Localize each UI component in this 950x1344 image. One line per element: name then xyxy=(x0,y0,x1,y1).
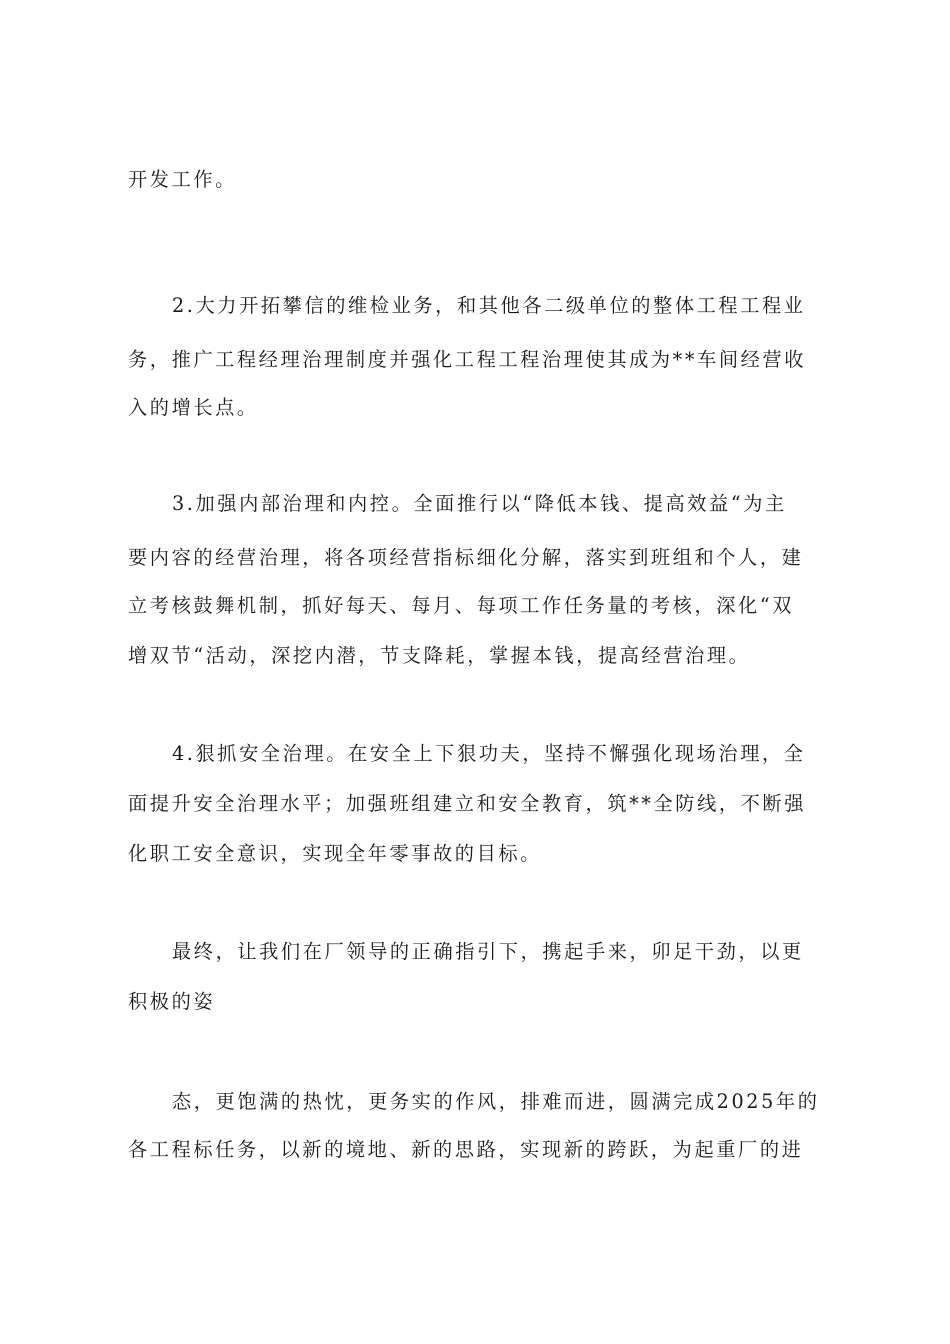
text-line: 2.大力开拓攀信的维检业务，和其他各二级单位的整体工程工程业 xyxy=(172,294,806,317)
text-line: 3.加强内部治理和内控。全面推行以“降低本钱、提高效益“为主 xyxy=(172,492,787,515)
text-line: 务，推广工程经理治理制度并强化工程工程治理使其成为**车间经营收 xyxy=(128,348,807,371)
text-line: 增双节“活动，深挖内潜，节支降耗，掌握本钱，提高经营治理。 xyxy=(128,644,751,667)
text-line: 立考核鼓舞机制，抓好每天、每月、每项工作任务量的考核，深化“双 xyxy=(128,594,795,617)
text-line: 4.狠抓安全治理。在安全上下狠功夫，坚持不懈强化现场治理，全 xyxy=(172,742,806,765)
text-line: 最终，让我们在厂领导的正确指引下，携起手来，卯足干劲，以更 xyxy=(172,940,804,963)
text-line: 态，更饱满的热忱，更务实的作风，排难而进，圆满完成2025年的 xyxy=(172,1090,820,1113)
text-line: 化职工安全意识，实现全年零事故的目标。 xyxy=(128,842,542,865)
text-line: 要内容的经营治理，将各项经营指标细化分解，落实到班组和个人，建 xyxy=(128,546,804,569)
text-line: 开发工作。 xyxy=(128,168,237,191)
text-line: 各工程标任务，以新的境地、新的思路，实现新的跨跃，为起重厂的进 xyxy=(128,1138,804,1161)
text-line: 积极的姿 xyxy=(128,990,216,1013)
text-line: 面提升安全治理水平；加强班组建立和安全教育，筑**全防线，不断强 xyxy=(128,792,807,815)
text-line: 入的增长点。 xyxy=(128,396,259,419)
